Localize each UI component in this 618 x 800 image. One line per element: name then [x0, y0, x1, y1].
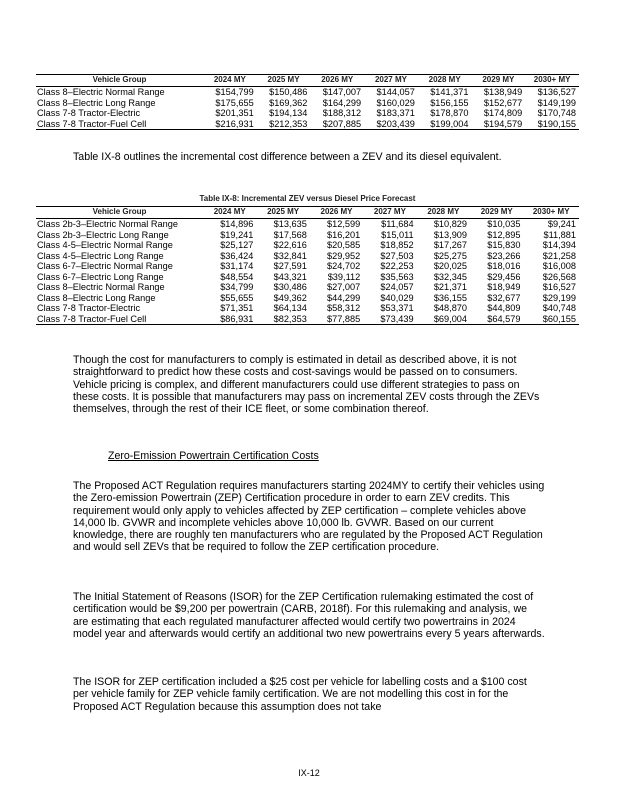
table-cell: $178,870	[430, 108, 469, 118]
table-cell: $156,155	[430, 97, 469, 108]
table-row	[36, 261, 579, 272]
table-caption: Table IX-8: Incremental ZEV versus Diesel Price Forecast	[199, 194, 416, 204]
table-cell: $175,655	[215, 97, 254, 108]
table-cell: $73,439	[363, 314, 416, 325]
table-cell: $44,299	[327, 292, 361, 303]
table-cell: $14,394	[542, 240, 576, 250]
paragraph-isor: The Initial Statement of Reasons (ISOR) for the ZEP Certification rulemaking estimated the cost of certification would be $9,200 per powertrain (CARB, 2018f). For this rulemaking and analysis, we are estimating that each regulated manufacturer affected would certify two powertrains in 2024 model year and afterwards would certify an additional two new powertrains every 5 years afterwards.	[73, 591, 545, 640]
table-cell: $25,127	[220, 240, 254, 250]
table-cell: $15,011	[381, 229, 414, 240]
table-cell: $207,885	[310, 119, 364, 130]
table-cell: $201,351	[215, 108, 254, 118]
row-label: Class 6-7–Electric Normal Range	[37, 261, 173, 271]
table-cell: $27,591	[273, 261, 307, 271]
intro-paragraph: Table IX-8 outlines the incremental cost difference between a ZEV and its diesel equivalent.	[73, 151, 502, 163]
table-cell: $49,362	[273, 292, 307, 303]
table-cell: $25,275	[433, 250, 468, 261]
table-row	[36, 240, 579, 251]
table-cell: $64,579	[470, 314, 523, 325]
table-cell: $13,635	[273, 219, 307, 229]
table-cell: $43,321	[273, 271, 307, 282]
table-cell: $22,616	[273, 240, 307, 250]
table-cell: $150,486	[269, 87, 308, 97]
table-row	[36, 119, 579, 130]
table-row	[36, 251, 579, 262]
table-cell: $29,456	[487, 271, 521, 282]
table-cell: $34,799	[220, 282, 254, 292]
table-cell: $154,799	[215, 87, 254, 97]
row-label: Class 4-5–Electric Long Range	[37, 250, 164, 261]
table-cell: $10,035	[487, 219, 521, 229]
table-cell: $26,568	[542, 271, 576, 282]
table-header-row	[36, 207, 579, 219]
column-header: 2027 MY	[364, 75, 418, 87]
table-cell: $27,007	[327, 282, 361, 292]
table-body	[36, 219, 579, 325]
table-cell: $216,931	[203, 119, 257, 130]
table-cell: $136,527	[537, 87, 576, 97]
column-header: 2030+ MY	[525, 75, 579, 87]
row-label: Class 7-8 Tractor-Fuel Cell	[36, 119, 203, 130]
row-label: Class 8–Electric Long Range	[37, 292, 156, 303]
table-cell: $35,563	[380, 271, 414, 282]
table-row	[36, 303, 579, 314]
table-cell: $188,312	[322, 108, 362, 118]
table-cell: $152,677	[483, 97, 523, 108]
row-label: Class 2b-3–Electric Normal Range	[37, 219, 178, 229]
table-cell: $212,353	[257, 119, 311, 130]
table-cell: $13,909	[433, 229, 468, 240]
table-cell: $29,952	[327, 250, 361, 261]
paragraph-cost-passing: Though the cost for manufacturers to comply is estimated in detail as described above, it is not straightforward to predict how these costs and cost-savings would be passed on to consumers. Vehicle pricing is complex, and different manufacturers could use different strategies to pass on these costs. It is possible that manufacturers may pass on incremental ZEV costs through the ZEVs themselves, through the rest of their ICE fleet, or some combination thereof.	[73, 354, 540, 416]
paragraph-zep-certification: The Proposed ACT Regulation requires manufacturers starting 2024MY to certify their vehicles using the Zero-emission Powertrain (ZEP) Certification procedure in order to earn ZEV credits. This requirement would only apply to vehicles affected by ZEP certification – complete vehicles above 14,000 lb. GVWR and incomplete vehicles above 10,000 lb. GVWR. Based on our current knowledge, there are roughly ten manufacturers who are regulated by the Proposed ACT Regulation and would sell ZEVs that be required to follow the ZEP certification procedure.	[73, 480, 545, 554]
table-cell: $190,155	[525, 119, 579, 130]
row-label: Class 8–Electric Normal Range	[37, 87, 165, 97]
row-label: Class 7-8 Tractor-Electric	[37, 303, 141, 313]
table-cell: $39,112	[327, 271, 361, 282]
table-cell: $194,134	[269, 108, 308, 118]
table-cell: $48,870	[433, 303, 468, 313]
table-row	[36, 282, 579, 293]
table-caption-row	[36, 193, 579, 207]
table-cell: $18,949	[487, 282, 521, 292]
table-row	[36, 272, 579, 283]
table-cell: $12,895	[487, 229, 521, 240]
table-cell: $11,684	[381, 219, 414, 229]
table-cell: $36,155	[433, 292, 468, 303]
table-cell: $9,241	[547, 219, 576, 229]
table-cell: $21,371	[433, 282, 468, 292]
table-cell: $77,885	[310, 314, 363, 325]
table-cell: $36,424	[220, 250, 254, 261]
table-cell: $30,486	[273, 282, 307, 292]
table-cell: $10,829	[433, 219, 468, 229]
table-total-cost	[36, 74, 579, 130]
table-cell: $141,371	[430, 87, 469, 97]
table-cell: $14,896	[220, 219, 254, 229]
table-row	[36, 230, 579, 241]
column-header: 2025 MY	[257, 75, 311, 87]
table-cell: $15,830	[487, 240, 521, 250]
table-row	[36, 108, 579, 119]
column-header: 2030+ MY	[523, 207, 579, 219]
table-cell: $12,599	[327, 219, 361, 229]
table-cell: $160,029	[376, 97, 415, 108]
table-cell: $170,748	[537, 108, 576, 118]
table-cell: $138,949	[483, 87, 523, 97]
table-cell: $69,004	[417, 314, 470, 325]
table-cell: $183,371	[376, 108, 415, 118]
section-heading: Zero-Emission Powertrain Certification Costs	[108, 450, 319, 462]
table-cell: $16,201	[327, 229, 361, 240]
table-row	[36, 87, 579, 98]
column-header: Vehicle Group	[36, 207, 203, 219]
table-cell: $16,008	[542, 261, 576, 271]
table-cell: $16,527	[542, 282, 576, 292]
table-cell: $31,174	[220, 261, 254, 271]
table-cell: $11,881	[543, 229, 576, 240]
table-cell: $27,503	[380, 250, 414, 261]
column-header: 2028 MY	[417, 207, 470, 219]
table-cell: $194,579	[472, 119, 526, 130]
table-cell: $199,004	[418, 119, 472, 130]
row-label: Class 2b-3–Electric Long Range	[37, 229, 169, 240]
row-label: Class 4-5–Electric Normal Range	[37, 240, 173, 250]
table-cell: $17,568	[273, 229, 307, 240]
table-cell: $144,057	[376, 87, 415, 97]
column-header: 2029 MY	[472, 75, 526, 87]
table-cell: $32,345	[433, 271, 468, 282]
table-incremental-cost	[36, 193, 579, 325]
table-cell: $86,931	[203, 314, 256, 325]
table-row	[36, 293, 579, 304]
column-header: 2024 MY	[203, 75, 257, 87]
table-row	[36, 219, 579, 230]
column-header: 2029 MY	[470, 207, 523, 219]
table-cell: $64,134	[273, 303, 307, 313]
column-header: Vehicle Group	[36, 75, 203, 87]
table-cell: $40,029	[380, 292, 414, 303]
table-cell: $17,267	[433, 240, 468, 250]
paragraph-labelling: The ISOR for ZEP certification included a $25 cost per vehicle for labelling costs and a $100 cost per vehicle family for ZEP vehicle family certification. We are not modelling this cost in for the Proposed ACT Regulation because this assumption does not take	[73, 676, 527, 713]
table-cell: $24,702	[327, 261, 361, 271]
table-cell: $48,554	[220, 271, 254, 282]
column-header: 2027 MY	[363, 207, 416, 219]
column-header: 2026 MY	[310, 207, 363, 219]
table-cell: $60,155	[523, 314, 579, 325]
column-header: 2028 MY	[418, 75, 472, 87]
table-cell: $32,677	[487, 292, 521, 303]
table-cell: $21,258	[542, 250, 576, 261]
table-cell: $147,007	[322, 87, 362, 97]
column-header: 2025 MY	[256, 207, 309, 219]
table-cell: $71,351	[220, 303, 254, 313]
table-cell: $58,312	[327, 303, 361, 313]
table-cell: $20,585	[327, 240, 361, 250]
table-cell: $40,748	[542, 303, 576, 313]
table-body	[36, 87, 579, 130]
table-cell: $203,439	[364, 119, 418, 130]
table-row	[36, 98, 579, 109]
column-header: 2024 MY	[203, 207, 256, 219]
table-cell: $24,057	[380, 282, 414, 292]
table-cell: $22,253	[380, 261, 414, 271]
table-cell: $18,016	[487, 261, 521, 271]
table-cell: $20,025	[433, 261, 468, 271]
table-cell: $164,299	[322, 97, 362, 108]
column-header: 2026 MY	[310, 75, 364, 87]
table-cell: $55,655	[220, 292, 254, 303]
table-cell: $149,199	[537, 97, 576, 108]
row-label: Class 8–Electric Long Range	[37, 97, 156, 108]
row-label: Class 7-8 Tractor-Electric	[37, 108, 141, 118]
table-cell: $18,852	[380, 240, 414, 250]
table-cell: $82,353	[256, 314, 309, 325]
table-cell: $19,241	[220, 229, 254, 240]
table-cell: $53,371	[380, 303, 414, 313]
table-row	[36, 314, 579, 325]
row-label: Class 6-7–Electric Long Range	[37, 271, 164, 282]
table-cell: $169,362	[269, 97, 308, 108]
table-cell: $32,841	[273, 250, 307, 261]
table-cell: $23,266	[487, 250, 521, 261]
row-label: Class 7-8 Tractor-Fuel Cell	[36, 314, 203, 325]
table-cell: $174,809	[483, 108, 523, 118]
row-label: Class 8–Electric Normal Range	[37, 282, 165, 292]
table-cell: $29,199	[542, 292, 576, 303]
table-cell: $44,809	[487, 303, 521, 313]
table-header-row	[36, 75, 579, 87]
page-number: IX-12	[298, 768, 320, 778]
